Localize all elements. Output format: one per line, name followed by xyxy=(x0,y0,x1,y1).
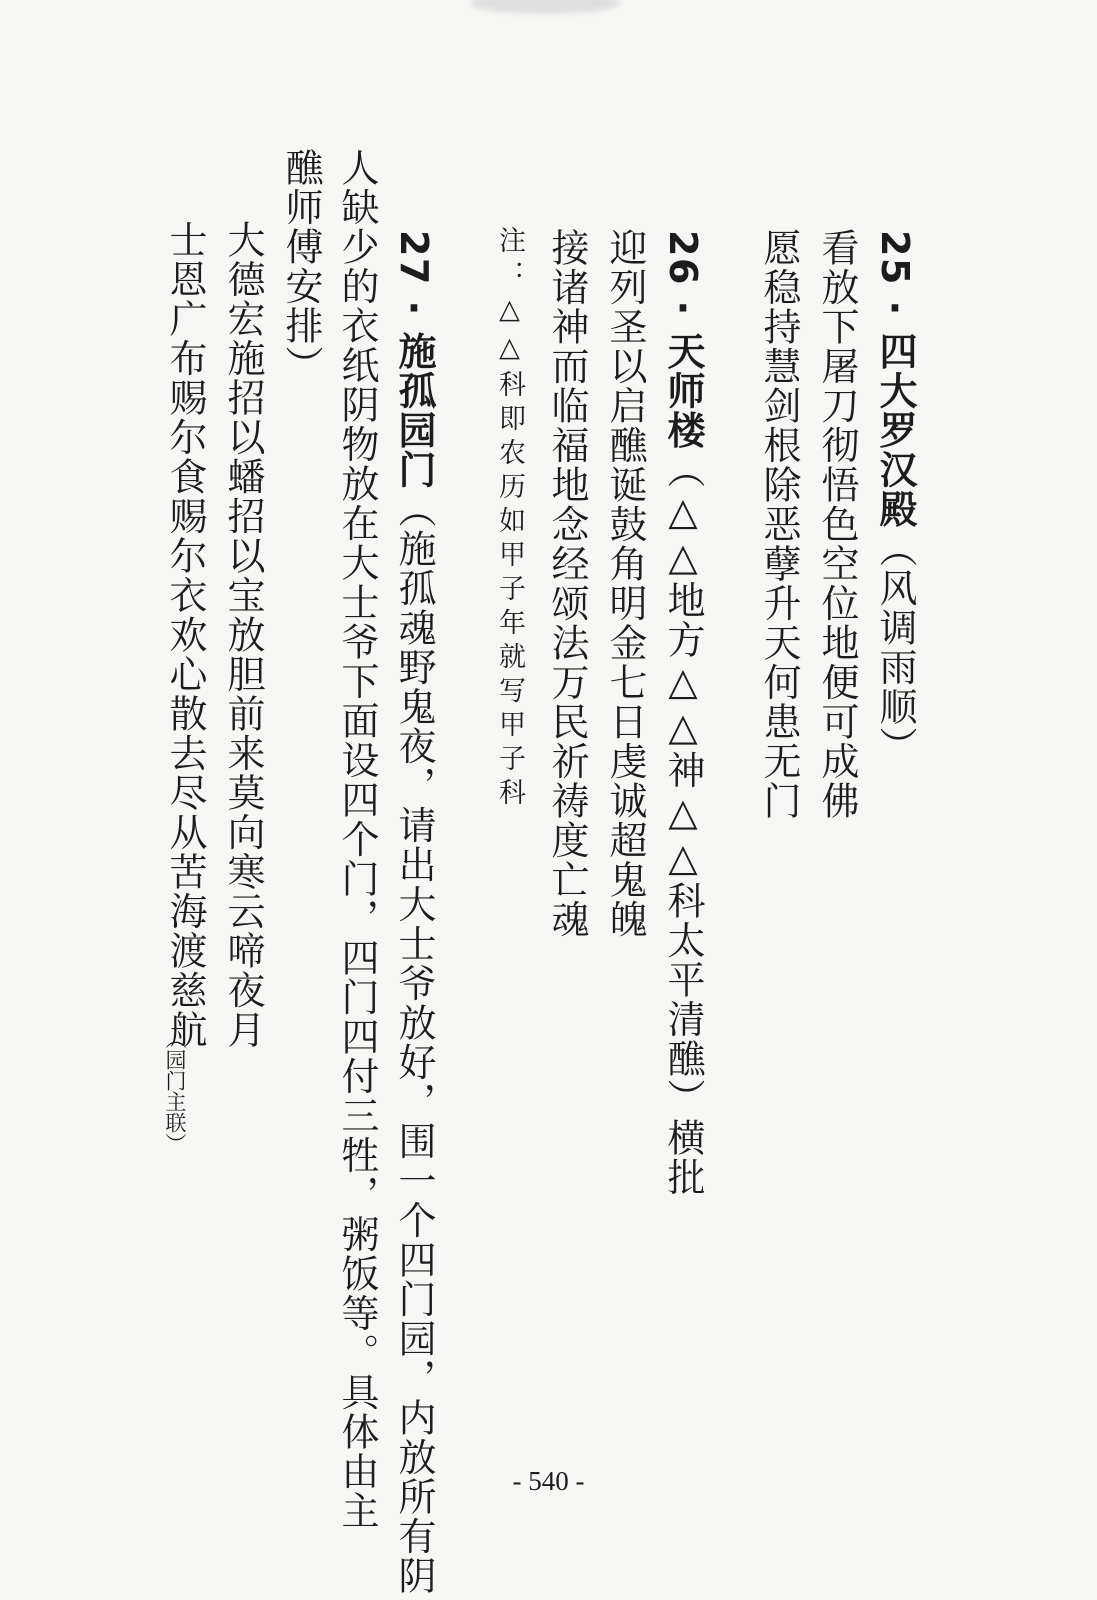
section-number: 26 xyxy=(661,230,705,286)
couplet-note: （园门主联） xyxy=(163,1028,187,1154)
section-26-heading xyxy=(661,230,705,1197)
section-note-continued: 醮师傅安排） xyxy=(279,148,323,385)
section-separator: · xyxy=(873,285,917,332)
annotation: 注：△△科即农历如甲子年就写甲子科 xyxy=(494,226,525,812)
section-title: 天师楼 xyxy=(661,331,705,450)
section-title: 四大罗汉殿 xyxy=(873,331,917,529)
couplet-line: 迎列圣以启醮诞鼓角明金七日虔诚超鬼魄 xyxy=(603,228,647,939)
section-25-heading xyxy=(873,230,917,766)
couplet-line: 大德宏施招以蟠招以宝放胆前来莫向寒云啼夜月 xyxy=(221,220,265,1050)
section-number: 27 xyxy=(392,230,436,286)
section-separator: · xyxy=(661,285,705,332)
section-note-continued: 人缺少的衣纸阴物放在大士爷下面设四个门，四门四付三牲，粥饭等。具体由主 xyxy=(335,148,379,1531)
couplet-line: 接诸神而临福地念经颂法万民祈祷度亡魂 xyxy=(545,228,589,939)
couplet-line: 士恩广布赐尔食赐尔衣欢心散去尽从苦海渡慈航 xyxy=(163,220,207,1050)
couplet-line: 看放下屠刀彻悟色空位地便可成佛 xyxy=(815,228,859,821)
section-note: （△△地方△△神△△科太平清醮）横批 xyxy=(661,449,705,1197)
section-27-heading xyxy=(392,230,436,1596)
section-note: （风调雨顺） xyxy=(873,528,917,766)
section-number: 25 xyxy=(873,230,917,286)
couplet-line: 愿稳持慧剑根除恶孽升天何患无门 xyxy=(757,228,801,821)
section-title: 施孤园门 xyxy=(392,331,436,490)
section-separator: · xyxy=(392,285,436,332)
page-number: - 540 - xyxy=(512,1466,585,1496)
scan-smudge xyxy=(470,0,620,14)
section-note: （施孤魂野鬼夜，请出大士爷放好，围一个四门园，内放所有阴 xyxy=(392,489,436,1596)
